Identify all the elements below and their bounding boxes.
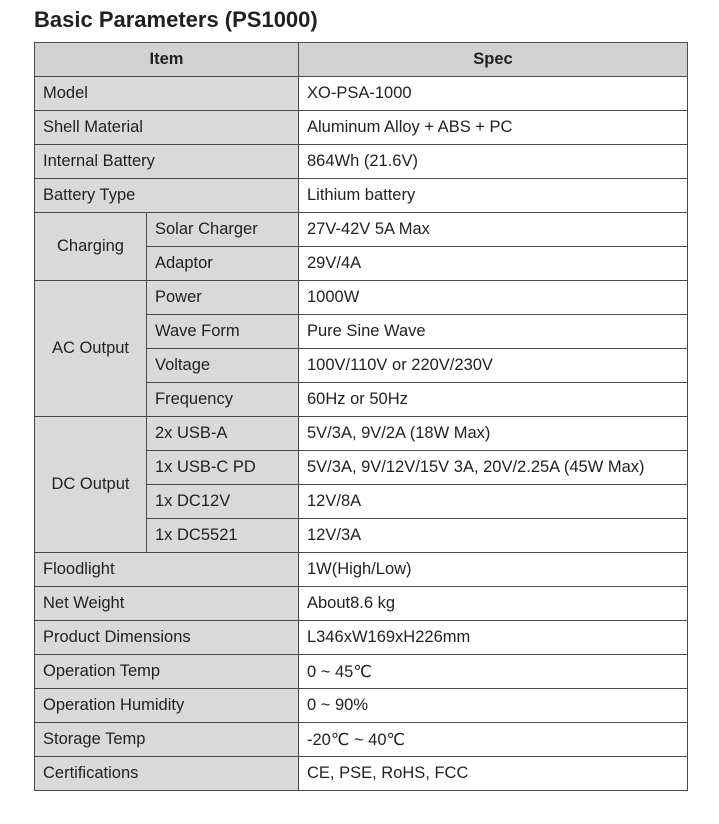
- sub-label: 1x DC12V: [147, 485, 299, 519]
- header-spec: Spec: [299, 43, 688, 77]
- table-row: [35, 111, 688, 145]
- table-row: [35, 621, 688, 655]
- row-label: Product Dimensions: [35, 621, 299, 655]
- row-label: Battery Type: [35, 179, 299, 213]
- page-title: Basic Parameters (PS1000): [34, 7, 318, 32]
- row-value: 0 ~ 90%: [299, 689, 688, 723]
- table-header-row: [35, 43, 688, 77]
- group-label-charging: Charging: [35, 213, 147, 281]
- row-value: Lithium battery: [299, 179, 688, 213]
- row-value: 1000W: [299, 281, 688, 315]
- table-row: [35, 689, 688, 723]
- table-row: [35, 655, 688, 689]
- table-row: [35, 77, 688, 111]
- row-label: Net Weight: [35, 587, 299, 621]
- sub-label: 2x USB-A: [147, 417, 299, 451]
- table-row: [35, 213, 688, 247]
- table-row: [35, 553, 688, 587]
- row-label: Model: [35, 77, 299, 111]
- sub-label: 1x DC5521: [147, 519, 299, 553]
- group-label-ac-output: AC Output: [35, 281, 147, 417]
- sub-label: Solar Charger: [147, 213, 299, 247]
- row-label: Shell Material: [35, 111, 299, 145]
- row-value: 1W(High/Low): [299, 553, 688, 587]
- row-value: 100V/110V or 220V/230V: [299, 349, 688, 383]
- row-value: 12V/3A: [299, 519, 688, 553]
- row-value: About8.6 kg: [299, 587, 688, 621]
- row-value: 5V/3A, 9V/2A (18W Max): [299, 417, 688, 451]
- row-value: Aluminum Alloy + ABS + PC: [299, 111, 688, 145]
- table-row: [35, 281, 688, 315]
- row-label: Storage Temp: [35, 723, 299, 757]
- row-value: 0 ~ 45℃: [299, 655, 688, 689]
- row-value: L346xW169xH226mm: [299, 621, 688, 655]
- row-label: Operation Humidity: [35, 689, 299, 723]
- row-value: 27V-42V 5A Max: [299, 213, 688, 247]
- row-value: 5V/3A, 9V/12V/15V 3A, 20V/2.25A (45W Max): [299, 451, 688, 485]
- sub-label: Frequency: [147, 383, 299, 417]
- row-value: 12V/8A: [299, 485, 688, 519]
- row-value: CE, PSE, RoHS, FCC: [299, 757, 688, 791]
- header-item: Item: [35, 43, 299, 77]
- sub-label: Wave Form: [147, 315, 299, 349]
- group-label-dc-output: DC Output: [35, 417, 147, 553]
- row-value: 864Wh (21.6V): [299, 145, 688, 179]
- table-row: [35, 179, 688, 213]
- row-label: Internal Battery: [35, 145, 299, 179]
- row-value: Pure Sine Wave: [299, 315, 688, 349]
- table-row: [35, 587, 688, 621]
- sub-label: Adaptor: [147, 247, 299, 281]
- row-value: -20℃ ~ 40℃: [299, 723, 688, 757]
- table-row: [35, 417, 688, 451]
- table-row: [35, 757, 688, 791]
- row-label: Operation Temp: [35, 655, 299, 689]
- sub-label: Power: [147, 281, 299, 315]
- row-label: Floodlight: [35, 553, 299, 587]
- row-value: XO-PSA-1000: [299, 77, 688, 111]
- table-row: [35, 145, 688, 179]
- row-label: Certifications: [35, 757, 299, 791]
- row-value: 29V/4A: [299, 247, 688, 281]
- sub-label: Voltage: [147, 349, 299, 383]
- table-row: [35, 723, 688, 757]
- sub-label: 1x USB-C PD: [147, 451, 299, 485]
- spec-table: [34, 42, 688, 791]
- row-value: 60Hz or 50Hz: [299, 383, 688, 417]
